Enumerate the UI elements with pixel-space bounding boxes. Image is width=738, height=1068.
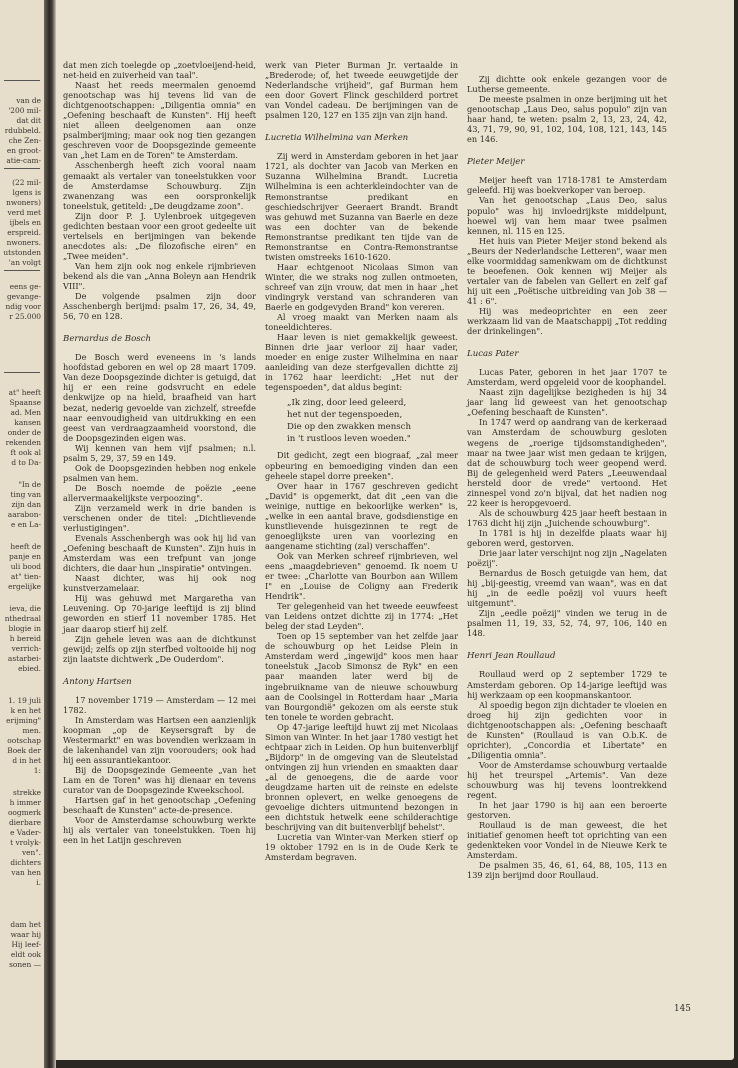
- left-page-fragment: 1:: [33, 766, 41, 775]
- paragraph: In 1781 is hij in dezelfde plaats waar hij geboren werd, gestorven.: [467, 527, 667, 548]
- left-page-fragment: blogie in: [8, 624, 41, 633]
- paragraph: Al vroeg maakt van Merken naam als toneeldichteres.: [265, 312, 458, 333]
- left-page-fragment: r 25.000: [9, 312, 41, 321]
- left-page-fragment: verd met: [7, 208, 41, 217]
- paragraph: Ter gelegenheid van het tweede eeuwfeest van Leidens ontzet dichtte zij in 1774: „Het beleg der stad Leyden".: [265, 601, 458, 632]
- paragraph: Naast het reeds meermalen genoemd genootschap was hij tevens lid van de dichtgenootschappen: „Diligentia omnia" en „Oefening beschaaft de Kunsten". Hij heeft niet alleen deelgenomen aan onze psalmberijming; maar ook nog tien gezangen geschreven voor de Doopsgezinde gemeente van „het Lam en de Toren" te Amsterdam.: [63, 80, 256, 161]
- left-page-fragment: utstonden: [3, 248, 41, 257]
- paragraph: In Amsterdam was Hartsen een aanzienlijk koopman „op de Keysersgraft by de Westermarkt" en was bovendien werkzaam in de lakenhandel van zijn voorouders; ook had hij een assurantiekantoor.: [63, 714, 256, 766]
- left-page-fragment: strekke: [13, 788, 41, 797]
- left-page-fragment: aarabon-: [7, 510, 41, 519]
- paragraph: Ook de Doopsgezinden hebben nog enkele psalmen van hem.: [63, 462, 256, 483]
- left-page-fragment: men.: [22, 726, 41, 735]
- paragraph: Zij dichtte ook enkele gezangen voor de Lutherse gemeente.: [467, 74, 667, 95]
- left-page-fragment: t vrolyk-: [10, 838, 41, 847]
- paragraph: Het huis van Pieter Meijer stond bekend als „Beurs der Nederlandsche Letteren", waar men elke voormiddag samenkwam om de dichtkunst te beoefenen. Ook kennen wij Meijer als vertaler van de fabelen van Gellert en zelf gaf hij uit een „Poëtische uitbreiding van Job 38 — 41 : 6".: [467, 235, 667, 306]
- paragraph: De Bosch noemde de poëzie „eene allervermaakelijkste verpoozing".: [63, 482, 256, 503]
- left-page-fragment: zijn dan: [11, 500, 41, 509]
- paragraph: Zijn door P. J. Uylenbroek uitgegeven gedichten bestaan voor een groot gedeelte uit vertelsels en berijmingen van bekende anecdotes als: „De filozofische eiren" en „Twee meiden".: [63, 210, 256, 261]
- divider: [4, 372, 40, 373]
- section-heading: Bernardus de Bosch: [63, 334, 152, 345]
- paragraph: Over haar in 1767 geschreven gedicht „David" is opgemerkt, dat dit „een van die weinige, nuttige en bekoorlijke werken" is, „welke in een aantal brave, godsdienstige en kunstlievende huisgezinnen te regt de genoeglijkste uren van voorlezing en aangename stichting (zal) verschaffen".: [265, 480, 458, 551]
- paragraph: Zijn „eedle poëzij" vinden we terug in de psalmen 11, 19, 33, 52, 74, 97, 106, 140 en 148.: [467, 608, 667, 639]
- left-page-fragment: d to Da-: [11, 458, 41, 467]
- paragraph: Op 47-jarige leeftijd huwt zij met Nicolaas Simon van Winter. In het jaar 1780 vestigt het echtpaar zich in Leiden. Op hun buitenverblijf „Bijdorp" in de omgeving van de Sleutelstad ontvingen zij hun vrienden en smaakten daar „al de genoegens, die de aarde voor deugdzame harten uit de reinste en edelste bronnen oplevert, en welke genoegens de gevoelige dichters uitmuntend bezongen in een dichtstuk hetwelk eene schilderachtige beschrijving van dit buitenverblijf behelst".: [265, 721, 458, 833]
- paragraph: De volgende psalmen zijn door Asschenbergh berijmd: psalm 17, 26, 34, 49, 56, 70 en 128.: [63, 291, 256, 322]
- left-page-fragment: e Vader-: [10, 828, 41, 837]
- page-number: 145: [674, 1004, 691, 1014]
- paragraph: Naast dichter, was hij ook nog kunstverzamelaar.: [63, 573, 256, 594]
- left-page-fragment: ven".: [21, 848, 41, 857]
- left-page-fragment: uli bood: [10, 562, 41, 571]
- left-page-fragment: en groot-: [6, 146, 41, 155]
- paragraph: Meijer heeft van 1718-1781 te Amsterdam geleefd. Hij was boekverkoper van beroep.: [467, 175, 667, 196]
- paragraph: Bernardus de Bosch getuigde van hem, dat hij „bij-geestig, vreemd van waan", was en dat hij „in de eedle poëzij vol vuurs heeft uitgemunt".: [467, 568, 667, 609]
- left-page-fragment: ootschap: [7, 736, 41, 745]
- left-page-fragment: "In de: [18, 480, 41, 489]
- left-page-fragment: ft ook al: [10, 448, 41, 457]
- left-page-fragment: dichters: [10, 858, 41, 867]
- paragraph: In 1747 werd op aandrang van de kerkeraad van Amsterdam de schouwburg gesloten wegens de „roerige tijdsomstandigheden", maar na twee jaar wist men gedaan te krijgen, dat de schouwburg toch weer geopend werd. Bij de gelegenheid werd Paters „Leeuwendaal hersteld door de vrede" vertoond. Het zinnespel vond zo'n bijval, dat het nadien nog 22 keer is heropgevoerd.: [467, 417, 667, 508]
- paragraph: dat men zich toelegde op „zoetvloeijend-heid, net-heid en zuiverheid van taal".: [63, 60, 256, 81]
- right-page: [56, 0, 734, 1060]
- left-page-fragment: 'an volgt: [8, 258, 41, 267]
- paragraph: Voor de Amsterdamse schouwburg werkte hij als vertaler van toneelstukken. Toen hij een in het Latijn geschreven: [63, 815, 256, 846]
- left-page-fragment: nwoners): [6, 198, 41, 207]
- left-page-fragment: ieva, die: [9, 604, 41, 613]
- paragraph: Drie jaar later verschijnt nog zijn „Nagelaten poëzij".: [467, 548, 667, 569]
- paragraph: Ook van Merken schreef rijmbrieven, wel eens „maagdebrieven" genoemd. Ik noem U er twee: „Charlotte van Bourbon aan Willem I" en „Louise de Coligny aan Frederik Hendrik".: [265, 550, 458, 602]
- paragraph: In het jaar 1790 is hij aan een beroerte gestorven.: [467, 800, 667, 821]
- paragraph: Lucas Pater, geboren in het jaar 1707 te Amsterdam, werd opgeleid voor de koophandel.: [467, 367, 667, 388]
- left-page-fragment: h immer: [9, 798, 41, 807]
- paragraph: 17 november 1719 — Amsterdam — 12 mei 1782.: [63, 694, 256, 715]
- left-page-fragment: dam het: [10, 920, 41, 929]
- left-page-fragment: ergelijke: [8, 582, 41, 591]
- text-column-2: [265, 60, 458, 862]
- paragraph: Dit gedicht, zegt een biograaf, „zal meer opbeuring en bemoediging vinden dan een geheele stapel dorre preeken".: [265, 450, 458, 481]
- left-page-fragment: van hen: [11, 868, 41, 877]
- left-page-fragment: erspreid.: [7, 228, 41, 237]
- left-page-fragment: kansen: [14, 418, 41, 427]
- left-page-fragment: che Zen-: [8, 136, 41, 145]
- left-page-fragment: lgens is: [12, 188, 41, 197]
- divider: [4, 270, 40, 271]
- section-heading: Lucretia Wilhelmina van Merken: [265, 133, 409, 144]
- left-page-fragment: Boek der: [7, 746, 41, 755]
- poem-quote: [265, 397, 458, 445]
- left-page-fragment: onder de: [7, 428, 41, 437]
- divider: [4, 80, 40, 81]
- left-page-fragment: nwoners.: [6, 238, 41, 247]
- paragraph: De Bosch werd eveneens in 's lands hoofdstad geboren en wel op 28 maart 1709. Van deze Doopsgezinde dichter is getuigd, dat hij er een reine godsvrucht en edele denkwijze op na hield, braafheid van hart bezat, nederig gevoelde van zichzelf, streefde naar eenvoudigheid van uitdrukking en een geest van verdraagzaamheid voorstond, die de Doopsgezinden eigen was.: [63, 352, 256, 443]
- paragraph: Naast zijn dagelijkse bezigheden is hij 34 jaar lang lid geweest van het genootschap „Oefening beschaaft de Kunsten".: [467, 387, 667, 418]
- paragraph: De meeste psalmen in onze berijming uit het genootschap „Laus Deo, salus populo" zijn van haar hand, te weten: psalm 2, 13, 23, 24, 42, 43, 71, 79, 90, 91, 102, 104, 108, 121, 143, 145 en 146.: [467, 94, 667, 145]
- left-page-fragment: ijbels en: [9, 218, 41, 227]
- left-page-fragment: i.: [36, 878, 41, 887]
- poem-line: in 't rustloos leven woeden.": [287, 434, 411, 445]
- left-page-fragment: nthedraal: [4, 614, 41, 623]
- paragraph: Hij was medeoprichter en een zeer werkzaam lid van de Maatschappij „Tot redding der drinkelingen".: [467, 305, 667, 337]
- left-page-fragment: rdubbeld.: [4, 126, 41, 135]
- left-page-fragment: ting van: [10, 490, 41, 499]
- paragraph: Van het genootschap „Laus Deo, salus populo" was hij invloedrijkste middelpunt, hoewel wij van hem maar twee psalmen kennen, nl. 115 en 125.: [467, 195, 667, 236]
- poem-line: Die op den zwakken mensch: [287, 422, 412, 433]
- section-heading: Pieter Meijer: [467, 157, 525, 168]
- left-page-fragment: panje en: [8, 552, 41, 561]
- paragraph: Zij werd in Amsterdam geboren in het jaar 1721, als dochter van Jacob van Merken en Suzanna Wilhelmina Brandt. Lucretia Wilhelmina is een achterkleindochter van de Remonstrantse predikant en geschiedschrijver Geeraert Brandt. Brandt was gehuwd met Suzanna van Baerle en deze was een dochter van de bekende Remonstrantse predikant ten tijde van de Remonstrantse en Contra-Remonstrantse twisten omstreeks 1610-1620.: [265, 151, 458, 262]
- left-page-fragment: d in het: [12, 756, 41, 765]
- left-page-fragment: atie-cam-: [6, 156, 41, 165]
- paragraph: Bij de Doopsgezinde Gemeente „van het Lam en de Toren" was hij dienaar en tevens curator van de Doopsgezinde Kweekschool.: [63, 765, 256, 796]
- paragraph: Al spoedig begon zijn dichtader te vloeien en droeg hij zijn gedichten voor in dichtgenootschappen als: „Oefening beschaaft de Kunsten" (Roullaud is van O.b.K. de oprichter), „Concordia et Libertate" en „Diligentia omnia".: [467, 699, 667, 760]
- paragraph: Hartsen gaf in het genootschap „Oefening beschaaft de Kunsten" acte-de-presence.: [63, 795, 256, 816]
- paragraph: Voor de Amsterdamse schouwburg vertaalde hij het treurspel „Artemis". Van deze schouwburg was hij tevens loontrekkend regent.: [467, 759, 667, 801]
- text-column-1: [63, 60, 256, 845]
- paragraph: Zijn verzameld werk in drie banden is verschenen onder de titel: „Dichtlievende verlustigingen".: [63, 502, 256, 534]
- poem-line: „Ik zing, door leed geleerd,: [287, 398, 407, 409]
- left-page-fragment: heeft de: [10, 542, 41, 551]
- paragraph: Asschenbergh heeft zich vooral naam gemaakt als vertaler van toneelstukken voor de Amsterdamse Schouwburg. Zijn zwanenzang was een oorspronkelijk toneelstuk, getiteld: „De deugdzame zoon".: [63, 160, 256, 211]
- left-page-fragment: (22 mil-: [12, 178, 41, 187]
- poem-line: het nut der tegenspoeden,: [287, 410, 403, 421]
- left-page-fragment: dat dit: [16, 116, 41, 125]
- left-page-fragment: k en het: [10, 706, 41, 715]
- paragraph: Lucretia van Winter-van Merken stierf op 19 oktober 1792 en is in de Oude Kerk te Amsterdam begraven.: [265, 832, 458, 863]
- left-page-fragment: eldt ook: [10, 950, 41, 959]
- section-heading: Antony Hartsen: [63, 676, 132, 687]
- left-page-fragment: rekenden: [5, 438, 41, 447]
- left-page-fragment: e en La-: [10, 520, 41, 529]
- paragraph: Roullaud is de man geweest, die het initiatief genomen heeft tot oprichting van een gedenkteken voor Vondel in de Nieuwe Kerk te Amsterdam.: [467, 820, 667, 861]
- left-page-fragment: verrich-: [11, 644, 41, 653]
- left-page-fragment: erijming": [6, 716, 41, 725]
- left-page-fragment: waar hij: [10, 930, 41, 939]
- left-page-fragment: dierbare: [8, 818, 41, 827]
- left-page-fragment: 1. 19 juli: [8, 696, 41, 705]
- left-page-fragment: '200 mil-: [8, 106, 41, 115]
- paragraph: Roullaud werd op 2 september 1729 te Amsterdam geboren. Op 14-jarige leeftijd was hij werkzaam op een koopmanskantoor.: [467, 669, 667, 700]
- section-heading: Lucas Pater: [467, 349, 519, 360]
- paragraph: De psalmen 35, 46, 61, 64, 88, 105, 113 en 139 zijn berijmd door Roullaud.: [467, 860, 667, 881]
- paragraph: Haar echtgenoot Nicolaas Simon van Winter, die we straks nog zullen ontmoeten, schreef van zijn vrouw, dat men in haar „het vindingryk verstand van schranderen van Baerle en godgevyden Brand" kon vereren.: [265, 261, 458, 313]
- paragraph: Van hem zijn ook nog enkele rijmbrieven bekend als die van „Anna Boleyn aan Hendrik VIII".: [63, 260, 256, 292]
- paragraph: Toen op 15 september van het zelfde jaar de schouwburg op het Leidse Plein in Amsterdam werd „ingewijd" koos men haar toneelstuk „Jacob Simonsz de Ryk" en een paar maanden later werd bij de ingebruikname van de nieuwe schouwburg aan de Coolsingel in Rotterdam haar „Maria van Bourgondië" gekozen om als eerste stuk ten tonele te worden gebracht.: [265, 631, 458, 722]
- left-page-fragment: ad. Men: [10, 408, 41, 417]
- left-page-fragment: gevange-: [6, 292, 41, 301]
- left-page-fragment: astarbei-: [7, 654, 41, 663]
- section-heading: Henri Jean Roullaud: [467, 651, 556, 662]
- left-page-fragment: van de: [16, 96, 41, 105]
- left-page-fragment: eens ge-: [9, 282, 41, 291]
- left-page: [0, 0, 44, 1068]
- left-page-fragment: h bereid: [9, 634, 41, 643]
- left-page-fragment: at" heeft: [8, 388, 41, 397]
- paragraph: Als de schouwburg 425 jaar heeft bestaan in 1763 dicht hij zijn „Juichende schouwburg".: [467, 507, 667, 528]
- left-page-fragment: ndig voor: [5, 302, 41, 311]
- paragraph: Hij was gehuwd met Margaretha van Leuvening. Op 70-jarige leeftijd is zij blind geworden en stierf 11 november 1785. Het jaar daarop stierf hij zelf.: [63, 593, 256, 634]
- paragraph: werk van Pieter Burman Jr. vertaalde in „Brederode; of, het tweede eeuwgetijde der Nederlandsche vrijheid", gaf Burman hem een door Govert Flinck geschilderd portret van Vondel cadeau. De berijmingen van de psalmen 120, 127 en 135 zijn van zijn hand.: [265, 60, 458, 121]
- left-page-fragment: at" tien-: [10, 572, 41, 581]
- paragraph: Zijn gehele leven was aan de dichtkunst gewijd; zelfs op zijn sterfbed voltooide hij nog zijn laatste dichtwerk „De Ouderdom".: [63, 633, 256, 664]
- book-gutter: [44, 0, 56, 1068]
- left-page-fragment: Hij leef-: [11, 940, 41, 949]
- left-page-fragment: ebied.: [18, 664, 41, 673]
- left-page-fragment: oogmerk: [7, 808, 41, 817]
- paragraph: Haar leven is niet gemakkelijk geweest. Binnen drie jaar verloor zij haar vader, moeder en enige zuster Wilhelmina en naar aanleiding van deze sterfgevallen dichtte zij in 1762 haar leerdicht: „Het nut der tegenspoeden", dat aldus begint:: [265, 332, 458, 393]
- divider: [4, 168, 40, 169]
- left-page-fragment: sonen —: [9, 960, 41, 969]
- text-column-3: [467, 74, 667, 880]
- paragraph: Evenals Asschenbergh was ook hij lid van „Oefening beschaaft de Kunsten". Zijn huis in Amsterdam was een trefpunt van jonge dichters, die daar hun „inspiratie" ontvingen.: [63, 533, 256, 574]
- left-page-fragment: Spaanse: [9, 398, 41, 407]
- paragraph: Wij kennen van hem vijf psalmen; n.l. psalm 5, 29, 37, 59 en 149.: [63, 442, 256, 463]
